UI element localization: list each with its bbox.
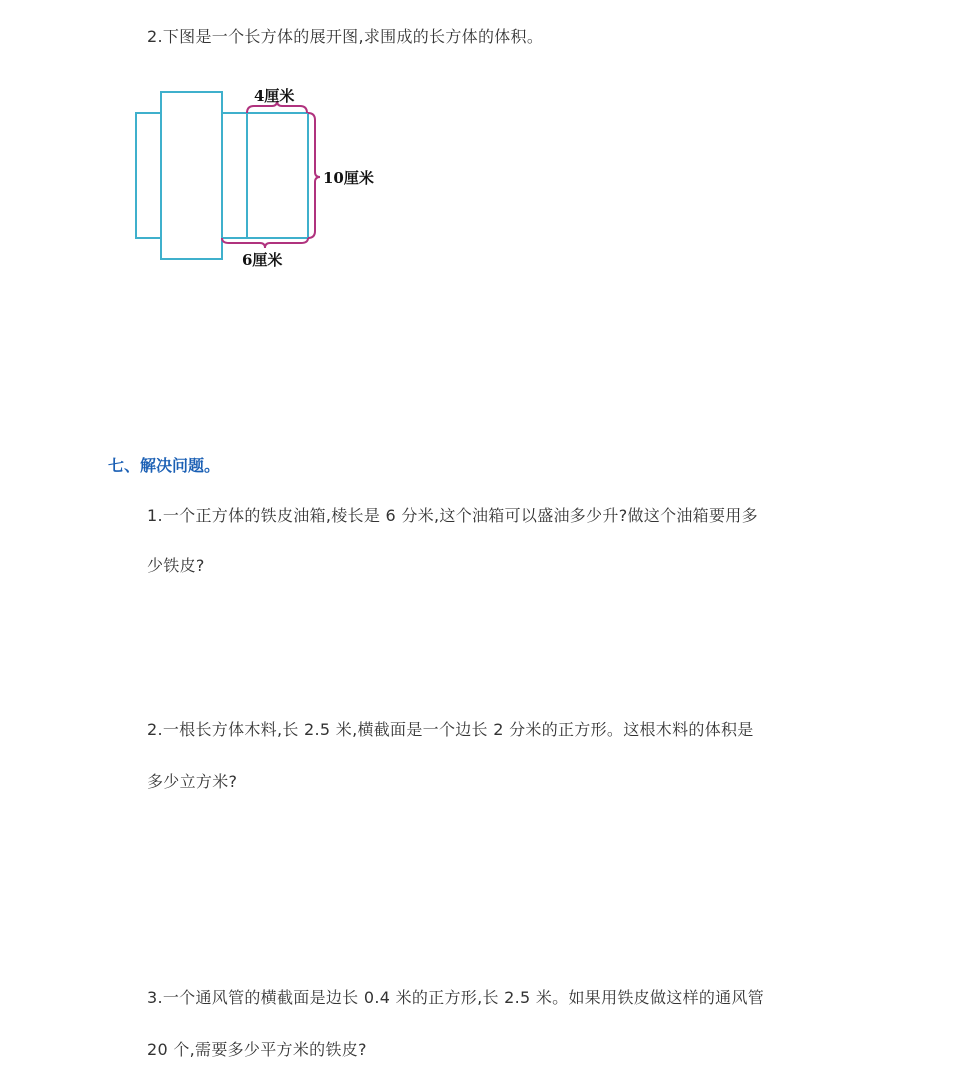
problem-3-line-2: 20 个,需要多少平方米的铁皮? [147, 1040, 367, 1059]
net-face-middle [222, 113, 247, 238]
problem-1-line-2: 少铁皮? [147, 556, 205, 575]
problem-1-line-1: 1.一个正方体的铁皮油箱,棱长是 6 分米,这个油箱可以盛油多少升?做这个油箱要用多 [147, 506, 758, 525]
bottom-dimension-label: 6厘米 [242, 251, 283, 269]
right-brace [308, 113, 320, 238]
problem-2-line-2: 多少立方米? [147, 772, 238, 791]
section-title: 七、解决问题。 [108, 456, 221, 475]
right-dimension-label: 10厘米 [323, 169, 374, 187]
net-face-left [136, 113, 161, 238]
cuboid-net-diagram [0, 0, 960, 300]
problem-3-line-1: 3.一个通风管的横截面是边长 0.4 米的正方形,长 2.5 米。如果用铁皮做这样的通风管 [147, 988, 765, 1007]
top-dimension-label: 4厘米 [254, 87, 295, 105]
net-question-text: 2.下图是一个长方体的展开图,求围成的长方体的体积。 [147, 27, 544, 46]
net-face-right [247, 113, 308, 238]
net-rectangles [136, 92, 308, 259]
net-face-center-tall [161, 92, 222, 259]
bottom-brace [222, 238, 308, 248]
problem-2-line-1: 2.一根长方体木料,长 2.5 米,横截面是一个边长 2 分米的正方形。这根木料的体积是 [147, 720, 754, 739]
